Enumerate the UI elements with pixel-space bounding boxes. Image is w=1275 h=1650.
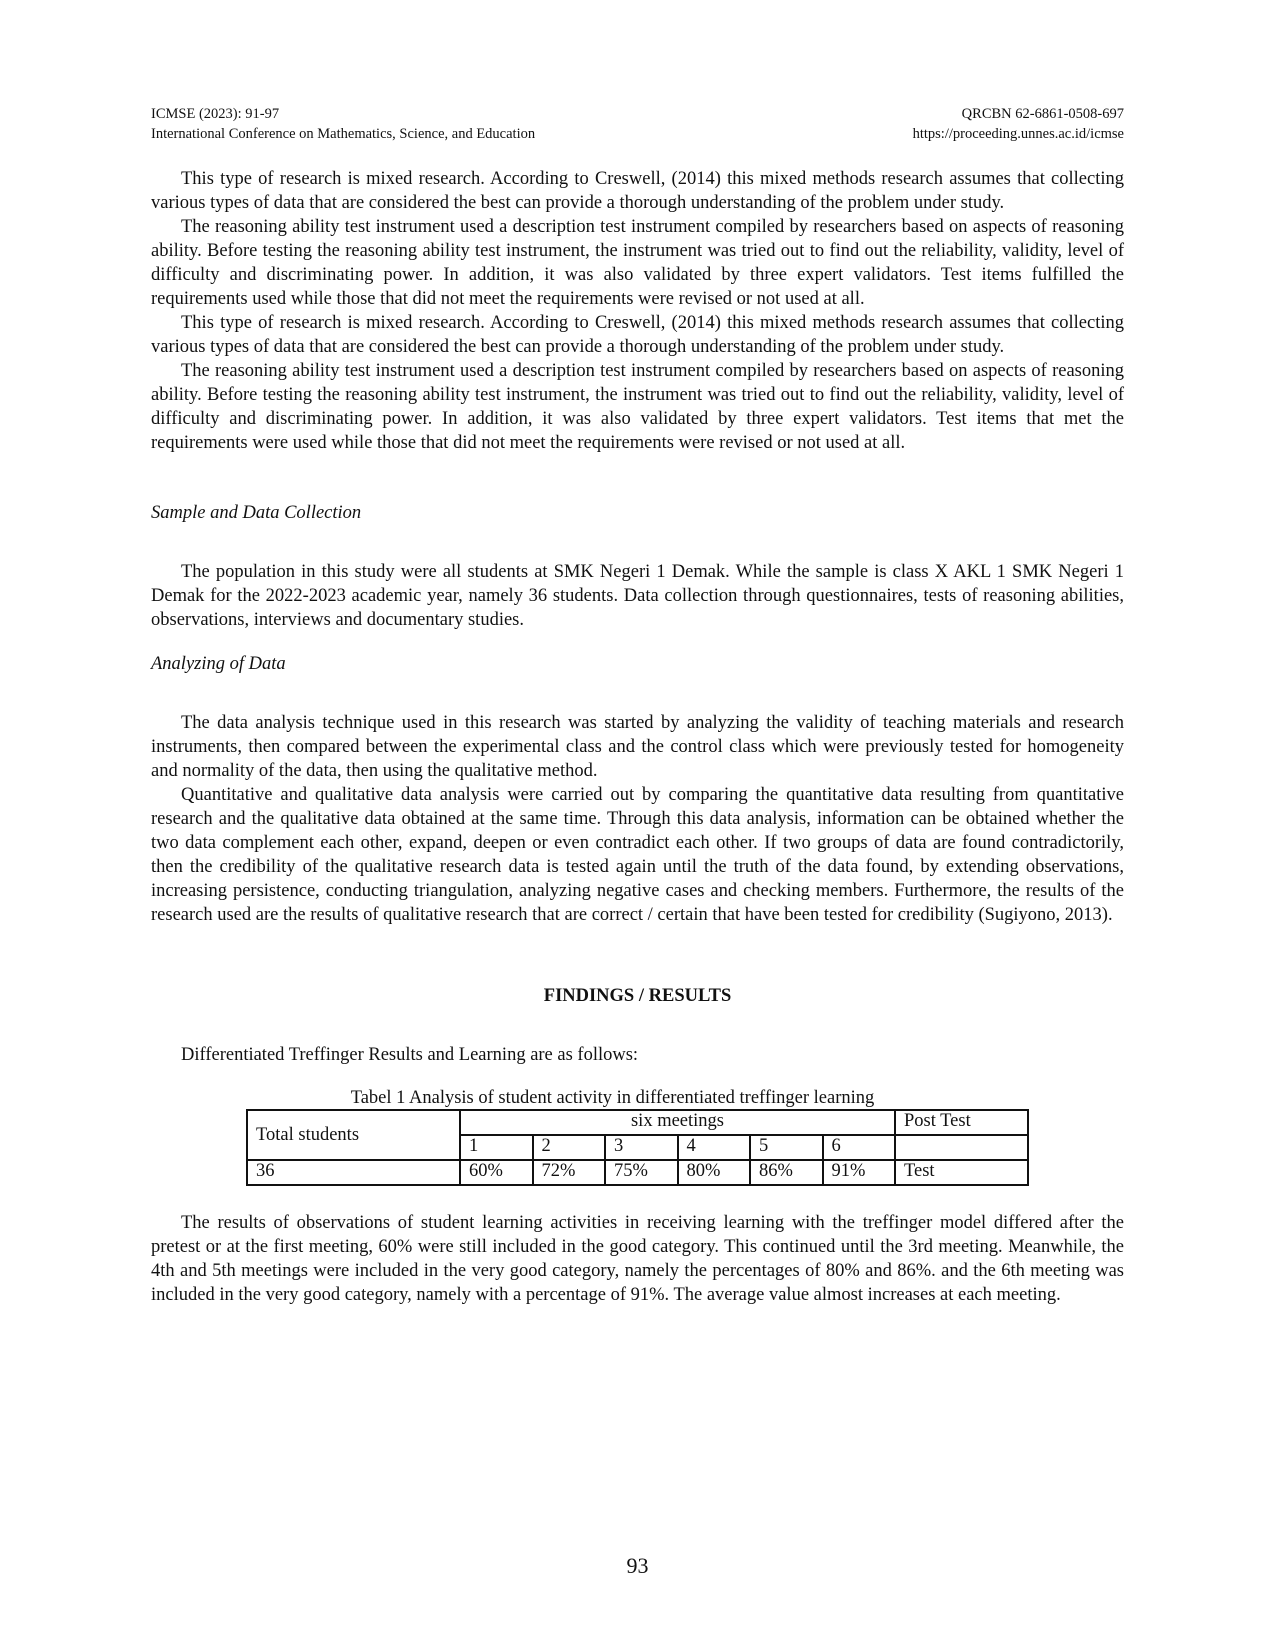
meeting-percentage-cell: 86% <box>750 1160 823 1185</box>
intro-text <box>151 167 1124 455</box>
meeting-percentage-cell: 91% <box>823 1160 896 1185</box>
section-heading-analysis: Analyzing of Data <box>151 654 286 674</box>
meeting-number-cell: 5 <box>750 1135 823 1160</box>
paragraph: The results of observations of student learning activities in receiving learning with the treffinger model differed after the pretest or at the first meeting, 60% were still included in the good category. This continued until the 3rd meeting. Meanwhile, the 4th and 5th meetings were included in the very good category, namely the percentages of 80% and 86%. and the 6th meeting was included in the very good category, namely with a percentage of 91%. The average value almost increases at each meeting. <box>151 1213 1124 1305</box>
paragraph: Differentiated Treffinger Results and Learning are as follows: <box>181 1045 639 1065</box>
page-number: 93 <box>626 1553 649 1578</box>
meeting-percentage-cell: 72% <box>533 1160 606 1185</box>
table-row <box>247 1110 1028 1135</box>
paragraph: This type of research is mixed research. According to Creswell, (2014) this mixed methods research assumes that collecting various types of data that are considered the best can provide a thorough understanding of the problem under study. <box>151 313 1124 357</box>
table-caption: Tabel 1 Analysis of student activity in differentiated treffinger learning <box>350 1088 875 1108</box>
header-left <box>151 104 535 144</box>
paragraph: The reasoning ability test instrument used a description test instrument compiled by researchers based on aspects of reasoning ability. Before testing the reasoning ability test instrument, the instrument was tried out to find out the reliability, validity, level of difficulty and discriminating power. In addition, it was also validated by three expert validators. Test items that met the requirements were used while those that did not meet the requirements were revised or not used at all. <box>151 361 1124 453</box>
header-conference-name: International Conference on Mathematics, Science, and Education <box>151 126 536 142</box>
paragraph: This type of research is mixed research. According to Creswell, (2014) this mixed methods research assumes that collecting various types of data that are considered the best can provide a thorough understanding of the problem under study. <box>151 169 1124 213</box>
analysis-text <box>151 711 1124 927</box>
meeting-percentage-cell: 75% <box>605 1160 678 1185</box>
running-header <box>151 104 1124 144</box>
paragraph: The reasoning ability test instrument used a description test instrument compiled by researchers based on aspects of reasoning ability. Before testing the reasoning ability test instrument, the instrument was tried out to find out the reliability, validity, level of difficulty and discriminating power. In addition, it was also validated by three expert validators. Test items fulfilled the requirements used while those that did not meet the requirements were revised or not used at all. <box>151 217 1124 309</box>
activity-table <box>246 1109 1029 1186</box>
meeting-number-cell: 3 <box>605 1135 678 1160</box>
table-row <box>247 1160 1028 1185</box>
paragraph: Quantitative and qualitative data analysis were carried out by comparing the quantitative data resulting from quantitative research and the qualitative data obtained at the same time. Through this data analysis, information can be obtained whether the two data complement each other, expand, deepen or even contradict each other. If two groups of data are found contradictorily, then the credibility of the qualitative research data is tested again until the truth of the data found, by extending observations, increasing persistence, conducting triangulation, analyzing negative cases and checking members. Furthermore, the results of the research used are the results of qualitative research that are correct / certain that have been tested for credibility (Sugiyono, 2013). <box>151 785 1124 925</box>
meeting-number-cell: 6 <box>823 1135 896 1160</box>
section-heading-findings: FINDINGS / RESULTS <box>543 986 732 1006</box>
meeting-percentage-cell: 60% <box>460 1160 533 1185</box>
meeting-number-cell: 2 <box>533 1135 606 1160</box>
header-right <box>913 104 1124 144</box>
header-url: https://proceeding.unnes.ac.id/icmse <box>912 126 1124 142</box>
paragraph: The data analysis technique used in this research was started by analyzing the validity of teaching materials and research instruments, then compared between the experimental class and the control class which were previously tested for homogeneity and normality of the data, then using the qualitative method. <box>151 713 1124 781</box>
sample-text <box>151 560 1124 632</box>
findings-intro <box>151 1043 1124 1067</box>
post-test-value: Test <box>895 1160 1028 1185</box>
paragraph: The population in this study were all students at SMK Negeri 1 Demak. While the sample is class X AKL 1 SMK Negeri 1 Demak for the 2022-2023 academic year, namely 36 students. Data collection through questionnaires, tests of reasoning abilities, observations, interviews and documentary studies. <box>151 562 1124 630</box>
header-conference-id: ICMSE (2023): 91-97 <box>151 106 280 122</box>
header-qrcbn: QRCBN 62-6861-0508-697 <box>961 106 1124 122</box>
empty-cell <box>895 1135 1028 1160</box>
header-total-students: Total students <box>247 1110 460 1160</box>
header-post-test: Post Test <box>895 1110 1028 1135</box>
meeting-percentage-cell: 80% <box>678 1160 751 1185</box>
meeting-number-cell: 4 <box>678 1135 751 1160</box>
meeting-number-cell: 1 <box>460 1135 533 1160</box>
findings-text <box>151 1211 1124 1307</box>
page-content <box>151 104 1124 1307</box>
total-students-value: 36 <box>247 1160 460 1185</box>
header-six-meetings: six meetings <box>460 1110 895 1135</box>
section-heading-sample: Sample and Data Collection <box>151 503 362 523</box>
